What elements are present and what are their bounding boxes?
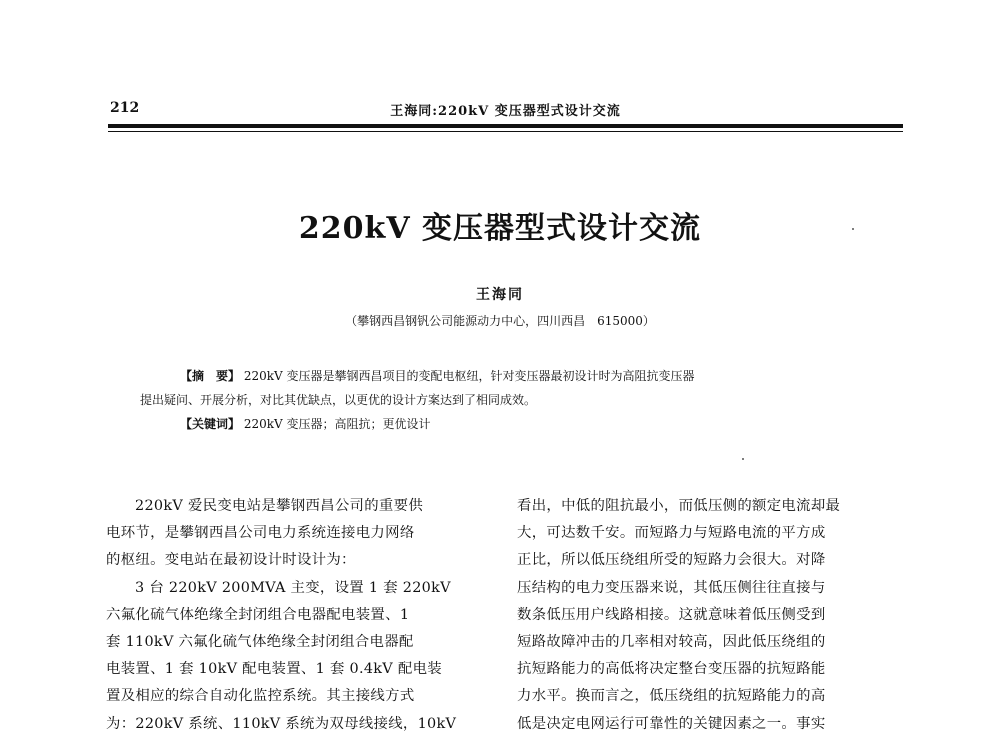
running-head [108,100,903,126]
article-title: 220kV 变压器型式设计交流 [298,211,702,246]
header-rule-thin [108,131,903,132]
body-line: 看出，中低的阻抗最小，而低压侧的额定电流却最 [517,498,841,514]
body-line: 套 110kV 六氟化硫气体绝缘全封闭组合电器配 [106,634,414,651]
body-line: 电环节，是攀钢西昌公司电力系统连接电力网络 [106,525,415,542]
scan-speck [852,228,854,230]
body-line: 电装置、1 套 10kV 配电装置、1 套 0.4kV 配电装 [106,661,442,678]
abstract-block [140,364,870,436]
body-line: 低是决定电网运行可靠性的关键因素之一。事实 [517,715,826,732]
body-line: 为：220kV 系统、110kV 系统为双母线接线，10kV [106,715,457,732]
body-line: 短路故障冲击的几率相对较高，因此低压绕组的 [517,634,826,651]
running-title: 王海同:220kV 变压器型式设计交流 [390,104,621,119]
keywords-line [140,412,870,436]
body-line: 压结构的电力变压器来说，其低压侧往往直接与 [517,579,826,596]
body-line: 的枢纽。变电站在最初设计时设计为： [106,552,356,569]
keywords-text: 220kV 变压器；高阻抗；更优设计 [243,417,431,431]
body-line: 大，可达数千安。而短路力与短路电流的平方成 [517,525,826,542]
abstract-text: 220kV 变压器是攀钢西昌项目的变配电枢纽，针对变压器最初设计时为高阻抗变压器 [243,369,695,383]
body-line: 力水平。换而言之，低压绕组的抗短路能力的高 [517,688,826,705]
body-line: 抗短路能力的高低将决定整台变压器的抗短路能 [517,661,826,678]
abstract-label: 【摘 要】 [180,369,241,383]
body-line: 正比，所以低压绕组所受的短路力会很大。对降 [517,552,826,569]
abstract-line [140,364,870,388]
body-line: 置及相应的综合自动化监控系统。其主接线方式 [106,688,415,705]
abstract-line: 提出疑问、开展分析，对比其优缺点，以更优的设计方案达到了相同成效。 [140,393,537,407]
article-author: 王海同 [476,287,524,303]
body-column-right [517,493,907,738]
body-column-left [106,493,486,738]
page-number: 212 [110,100,140,116]
body-line: 220kV 爱民变电站是攀钢西昌公司的重要供 [135,498,424,514]
body-line: 数条低压用户线路相接。这就意味着低压侧受到 [517,606,826,623]
scan-speck [742,458,744,460]
body-line: 3 台 220kV 200MVA 主变，设置 1 套 220kV [135,579,451,596]
author-affiliation: （攀钢西昌钢钒公司能源动力中心，四川西昌 615000） [345,314,655,328]
header-rule-thick [108,124,903,128]
body-line: 六氟化硫气体绝缘全封闭组合电器配电装置、1 [106,606,410,623]
keywords-label: 【关键词】 [180,417,241,431]
